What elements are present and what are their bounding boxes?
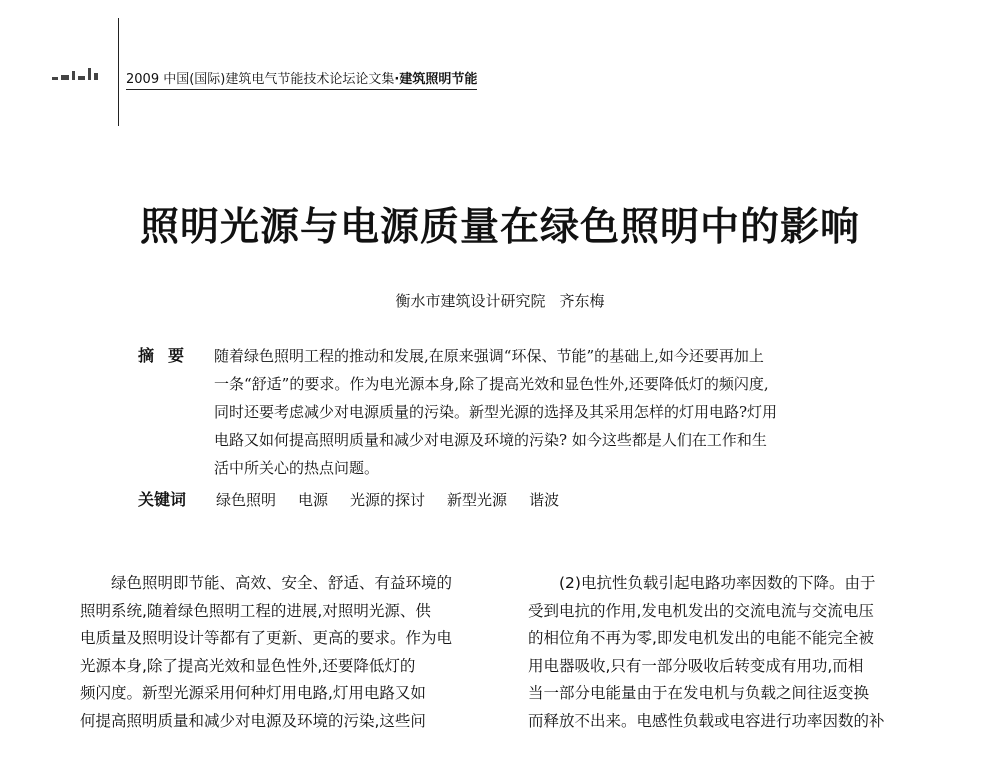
abstract-line: 随着绿色照明工程的推动和发展,在原来强调“环保、节能”的基础上,如今还要再加上	[214, 347, 764, 365]
running-header-separator: ·	[394, 72, 400, 87]
abstract-line: 同时还要考虑减少对电源质量的污染。新型光源的选择及其采用怎样的灯用电路?灯用	[214, 403, 778, 421]
keyword-item: 谐波	[529, 491, 560, 509]
body-column-right	[528, 570, 948, 735]
body-line: 当一部分电能量由于在发电机与负载之间往返变换	[528, 684, 870, 702]
body-column-left	[80, 570, 500, 735]
header-rule-vertical	[118, 18, 119, 126]
running-header	[126, 68, 477, 90]
abstract-line: 活中所关心的热点问题。	[214, 459, 380, 477]
body-line: 何提高照明质量和减少对电源及环境的污染,这些问	[80, 711, 426, 730]
keywords-label: 关键词	[138, 490, 187, 509]
body-line: 电质量及照明设计等都有了更新、更高的要求。作为电	[80, 629, 453, 647]
byline	[0, 290, 1000, 311]
body-line: 的相位角不再为零,即发电机发出的电能不能完全被	[528, 629, 874, 647]
paper-title: 照明光源与电源质量在绿色照明中的影响	[139, 204, 860, 250]
abstract-label: 摘要	[138, 346, 199, 365]
body-line: 光源本身,除了提高光效和显色性外,还要降低灯的	[80, 656, 416, 675]
body-line: 频闪度。新型光源采用何种灯用电路,灯用电路又如	[80, 684, 426, 702]
keyword-item: 绿色照明	[216, 491, 277, 509]
body-line: 绿色照明即节能、高效、安全、舒适、有益环境的	[111, 574, 453, 592]
running-header-series: 2009 中国(国际)建筑电气节能技术论坛论文集	[126, 72, 395, 87]
body-line: 照明系统,随着绿色照明工程的进展,对照明光源、供	[80, 601, 431, 620]
author-name: 齐东梅	[559, 292, 605, 310]
keyword-item: 新型光源	[447, 491, 508, 509]
running-header-section: 建筑照明节能	[399, 72, 478, 87]
author-institution: 衡水市建筑设计研究院	[395, 292, 546, 310]
body-line: 受到电抗的作用,发电机发出的交流电流与交流电压	[528, 601, 874, 620]
abstract-block	[138, 342, 898, 514]
body-line: 而释放不出来。电感性负载或电容进行功率因数的补	[528, 711, 885, 730]
abstract-line: 电路又如何提高照明质量和减少对电源及环境的污染? 如今这些都是人们在工作和生	[214, 431, 767, 449]
keyword-item: 电源	[298, 491, 329, 509]
body-line: 用电器吸收,只有一部分吸收后转变成有用功,而相	[528, 656, 864, 675]
keywords-list	[216, 486, 559, 514]
page-number-mark	[52, 64, 112, 80]
keywords-row	[138, 486, 898, 514]
abstract-text	[214, 342, 894, 482]
keyword-item: 光源的探讨	[350, 491, 426, 509]
abstract-line: 一条“舒适”的要求。作为电光源本身,除了提高光效和显色性外,还要降低灯的频闪度,	[214, 375, 769, 393]
body-line: (2)电抗性负载引起电路功率因数的下降。由于	[559, 574, 876, 592]
abstract-row	[138, 342, 898, 482]
